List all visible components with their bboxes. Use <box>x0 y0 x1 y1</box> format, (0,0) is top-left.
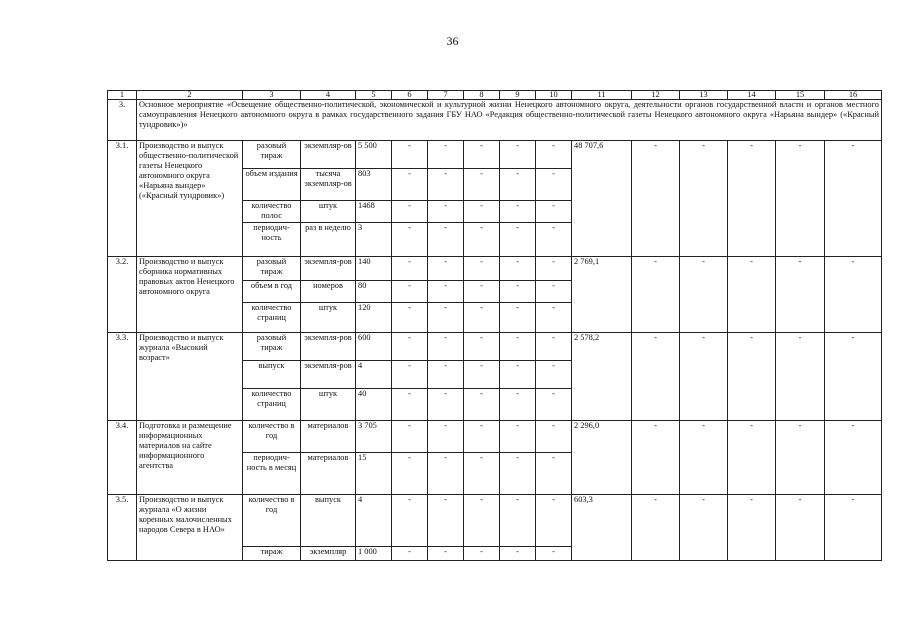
indicator-value: 40 <box>356 389 392 421</box>
indicator-name: разовый тираж <box>243 141 301 169</box>
table-row <box>108 257 882 281</box>
dash-cell: - <box>428 361 464 389</box>
indicator-value: 1 000 <box>356 547 392 561</box>
dash-cell: - <box>536 361 572 389</box>
dash-cell: - <box>500 453 536 495</box>
unit-of-measure: материалов <box>301 421 356 453</box>
dash-cell: - <box>536 201 572 223</box>
item-number: 3.5. <box>108 495 137 561</box>
dash-cell: - <box>536 141 572 169</box>
dash-cell: - <box>464 421 500 453</box>
item-number: 3.2. <box>108 257 137 333</box>
funding-amount: 603,3 <box>572 495 632 561</box>
dash-cell: - <box>728 495 776 561</box>
dash-cell: - <box>776 257 825 333</box>
indicator-name: тираж <box>243 547 301 561</box>
dash-cell: - <box>428 141 464 169</box>
indicator-name: периодич-ность <box>243 223 301 257</box>
dash-cell: - <box>536 303 572 333</box>
indicator-name: периодич-ность в месяц <box>243 453 301 495</box>
column-number: 15 <box>776 91 825 100</box>
dash-cell: - <box>464 547 500 561</box>
item-name: Подготовка и размещение информационных материалов на сайте информационного агентства <box>137 421 243 495</box>
dash-cell: - <box>680 495 728 561</box>
dash-cell: - <box>392 333 428 361</box>
indicator-value: 4 <box>356 495 392 547</box>
funding-amount: 2 296,0 <box>572 421 632 495</box>
dash-cell: - <box>776 141 825 257</box>
dash-cell: - <box>536 257 572 281</box>
dash-cell: - <box>428 495 464 547</box>
dash-cell: - <box>500 169 536 201</box>
item-name: Производство и выпуск сборника нормативных правовых актов Ненецкого автономного округа <box>137 257 243 333</box>
dash-cell: - <box>728 333 776 421</box>
dash-cell: - <box>728 141 776 257</box>
dash-cell: - <box>392 223 428 257</box>
dash-cell: - <box>392 201 428 223</box>
dash-cell: - <box>428 547 464 561</box>
column-number: 4 <box>301 91 356 100</box>
dash-cell: - <box>728 421 776 495</box>
unit-of-measure: экземпля-ров <box>301 257 356 281</box>
dash-cell: - <box>500 223 536 257</box>
section-title: Основное мероприятие «Освещение общественно-политической, экономической и культурной жизни Ненецкого автономного округа, деятельности органов государственной власти и органов местного самоуправления Ненецкого автономного округа в рамках государственного задания ГБУ НАО «Редакция общественно-политической газеты Ненецкого автономного округа «Нарьяна вындер» («Красный тундровик»)» <box>137 100 882 141</box>
item-name: Производство и выпуск журнала «Высокий возраст» <box>137 333 243 421</box>
dash-cell: - <box>776 333 825 421</box>
indicator-value: 3 705 <box>356 421 392 453</box>
dash-cell: - <box>428 303 464 333</box>
unit-of-measure: выпуск <box>301 495 356 547</box>
dash-cell: - <box>464 333 500 361</box>
dash-cell: - <box>392 547 428 561</box>
indicator-name: количество полос <box>243 201 301 223</box>
indicator-name: разовый тираж <box>243 333 301 361</box>
dash-cell: - <box>680 257 728 333</box>
dash-cell: - <box>536 333 572 361</box>
table-row <box>108 333 882 361</box>
column-number: 1 <box>108 91 137 100</box>
column-number: 13 <box>680 91 728 100</box>
unit-of-measure: материалов <box>301 453 356 495</box>
item-number: 3.1. <box>108 141 137 257</box>
dash-cell: - <box>464 141 500 169</box>
dash-cell: - <box>500 141 536 169</box>
dash-cell: - <box>464 169 500 201</box>
item-name: Производство и выпуск общественно-политической газеты Ненецкого автономного округа «Нарьяна вындер» («Красный тундровик») <box>137 141 243 257</box>
dash-cell: - <box>428 169 464 201</box>
indicator-name: объем в год <box>243 281 301 303</box>
dash-cell: - <box>500 257 536 281</box>
item-number: 3.4. <box>108 421 137 495</box>
dash-cell: - <box>825 495 882 561</box>
column-number: 6 <box>392 91 428 100</box>
dash-cell: - <box>392 421 428 453</box>
dash-cell: - <box>825 257 882 333</box>
dash-cell: - <box>536 389 572 421</box>
column-number: 7 <box>428 91 464 100</box>
dash-cell: - <box>428 201 464 223</box>
section-row <box>108 100 882 141</box>
dash-cell: - <box>632 495 680 561</box>
dash-cell: - <box>536 169 572 201</box>
funding-amount: 2 769,1 <box>572 257 632 333</box>
indicator-value: 140 <box>356 257 392 281</box>
dash-cell: - <box>500 389 536 421</box>
column-number: 11 <box>572 91 632 100</box>
unit-of-measure: экземпляр-ов <box>301 141 356 169</box>
indicator-value: 5 500 <box>356 141 392 169</box>
dash-cell: - <box>428 421 464 453</box>
dash-cell: - <box>464 281 500 303</box>
dash-cell: - <box>536 547 572 561</box>
dash-cell: - <box>392 303 428 333</box>
dash-cell: - <box>392 495 428 547</box>
indicator-name: количество страниц <box>243 389 301 421</box>
dash-cell: - <box>680 333 728 421</box>
unit-of-measure: раз в неделю <box>301 223 356 257</box>
dash-cell: - <box>632 333 680 421</box>
indicator-name: количество страниц <box>243 303 301 333</box>
dash-cell: - <box>464 303 500 333</box>
unit-of-measure: экземпля-ров <box>301 333 356 361</box>
column-number: 14 <box>728 91 776 100</box>
dash-cell: - <box>464 495 500 547</box>
table-body <box>108 91 882 561</box>
table-row <box>108 421 882 453</box>
indicator-value: 3 <box>356 223 392 257</box>
dash-cell: - <box>776 421 825 495</box>
dash-cell: - <box>776 495 825 561</box>
dash-cell: - <box>536 453 572 495</box>
dash-cell: - <box>500 303 536 333</box>
dash-cell: - <box>728 257 776 333</box>
section-number: 3. <box>108 100 137 141</box>
unit-of-measure: экземпляр <box>301 547 356 561</box>
dash-cell: - <box>464 361 500 389</box>
column-number: 5 <box>356 91 392 100</box>
dash-cell: - <box>464 223 500 257</box>
unit-of-measure: штук <box>301 201 356 223</box>
dash-cell: - <box>632 421 680 495</box>
indicator-name: выпуск <box>243 361 301 389</box>
indicator-name: количество в год <box>243 495 301 547</box>
dash-cell: - <box>500 361 536 389</box>
dash-cell: - <box>825 421 882 495</box>
dash-cell: - <box>632 257 680 333</box>
dash-cell: - <box>392 141 428 169</box>
dash-cell: - <box>392 453 428 495</box>
dash-cell: - <box>632 141 680 257</box>
indicator-value: 120 <box>356 303 392 333</box>
item-name: Производство и выпуск журнала «О жизни коренных малочисленных народов Севера в НАО» <box>137 495 243 561</box>
column-number: 8 <box>464 91 500 100</box>
indicator-value: 80 <box>356 281 392 303</box>
dash-cell: - <box>428 257 464 281</box>
table-row <box>108 141 882 169</box>
dash-cell: - <box>825 333 882 421</box>
indicator-value: 4 <box>356 361 392 389</box>
dash-cell: - <box>500 333 536 361</box>
item-number: 3.3. <box>108 333 137 421</box>
dash-cell: - <box>680 141 728 257</box>
unit-of-measure: тысяча экземпляр-ов <box>301 169 356 201</box>
dash-cell: - <box>536 421 572 453</box>
page-number: 36 <box>446 34 459 48</box>
indicator-name: разовый тираж <box>243 257 301 281</box>
dash-cell: - <box>464 201 500 223</box>
dash-cell: - <box>464 453 500 495</box>
dash-cell: - <box>536 223 572 257</box>
column-number: 16 <box>825 91 882 100</box>
dash-cell: - <box>536 495 572 547</box>
column-number: 12 <box>632 91 680 100</box>
table-row <box>108 495 882 547</box>
indicator-value: 1468 <box>356 201 392 223</box>
dash-cell: - <box>428 223 464 257</box>
unit-of-measure: штук <box>301 389 356 421</box>
indicator-value: 15 <box>356 453 392 495</box>
dash-cell: - <box>464 257 500 281</box>
column-number: 9 <box>500 91 536 100</box>
indicator-value: 803 <box>356 169 392 201</box>
program-table <box>107 90 882 561</box>
dash-cell: - <box>680 421 728 495</box>
indicator-name: количество в год <box>243 421 301 453</box>
funding-amount: 48 707,6 <box>572 141 632 257</box>
dash-cell: - <box>392 257 428 281</box>
unit-of-measure: штук <box>301 303 356 333</box>
dash-cell: - <box>500 201 536 223</box>
dash-cell: - <box>536 281 572 303</box>
column-number: 3 <box>243 91 301 100</box>
dash-cell: - <box>825 141 882 257</box>
dash-cell: - <box>428 389 464 421</box>
dash-cell: - <box>428 453 464 495</box>
dash-cell: - <box>464 389 500 421</box>
dash-cell: - <box>500 495 536 547</box>
dash-cell: - <box>500 421 536 453</box>
dash-cell: - <box>500 547 536 561</box>
funding-amount: 2 578,2 <box>572 333 632 421</box>
indicator-value: 600 <box>356 333 392 361</box>
unit-of-measure: номеров <box>301 281 356 303</box>
dash-cell: - <box>392 389 428 421</box>
column-number: 2 <box>137 91 243 100</box>
indicator-name: объем издания <box>243 169 301 201</box>
unit-of-measure: экземпля-ров <box>301 361 356 389</box>
dash-cell: - <box>428 333 464 361</box>
column-number: 10 <box>536 91 572 100</box>
dash-cell: - <box>500 281 536 303</box>
column-number-row <box>108 91 882 100</box>
dash-cell: - <box>428 281 464 303</box>
dash-cell: - <box>392 281 428 303</box>
dash-cell: - <box>392 361 428 389</box>
dash-cell: - <box>392 169 428 201</box>
